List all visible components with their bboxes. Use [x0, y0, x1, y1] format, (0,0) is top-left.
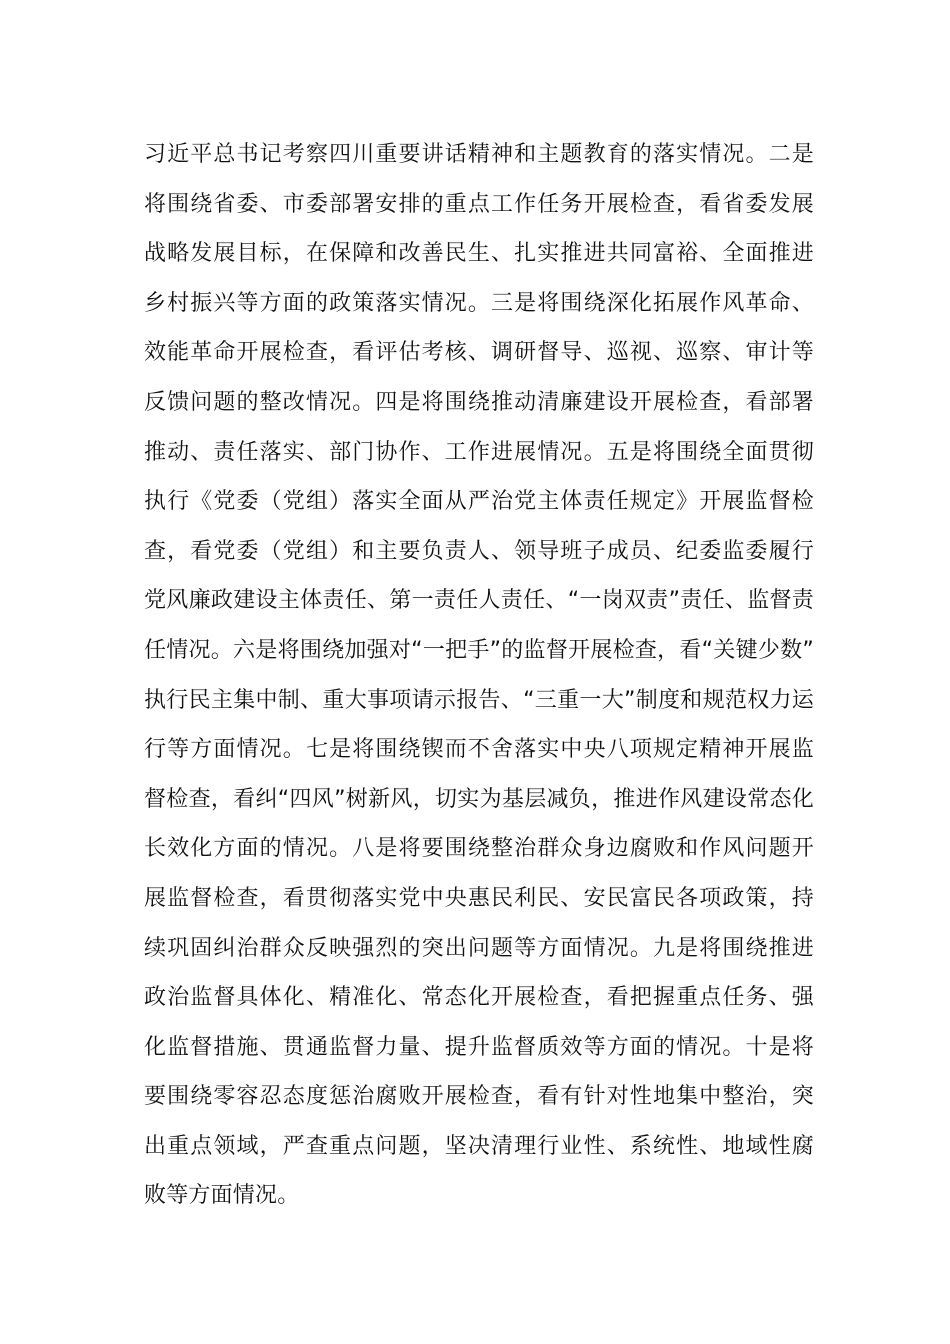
- text-line: 查，看党委（党组）和主要负责人、领导班子成员、纪委监委履行: [144, 538, 814, 564]
- text-line: 出重点领域，严查重点问题，坚决清理行业性、系统性、地域性腐: [144, 1133, 814, 1159]
- text-line: 要围绕零容忍态度惩治腐败开展检查，看有针对性地集中整治，突: [144, 1084, 814, 1110]
- text-line: 任情况。六是将围绕加强对“一把手”的监督开展检查，看“关键少数”: [144, 637, 814, 663]
- text-line: 败等方面情况。: [144, 1183, 300, 1209]
- text-line: 政治监督具体化、精准化、常态化开展检查，看把握重点任务、强: [144, 985, 814, 1011]
- text-line: 战略发展目标，在保障和改善民生、扎实推进共同富裕、全面推进: [144, 241, 814, 267]
- text-line: 督检查，看纠“四风”树新风，切实为基层减负，推进作风建设常态化: [144, 786, 814, 812]
- text-line: 续巩固纠治群众反映强烈的突出问题等方面情况。九是将围绕推进: [144, 935, 814, 961]
- text-line: 执行《党委（党组）落实全面从严治党主体责任规定》开展监督检: [144, 489, 814, 515]
- text-line: 效能革命开展检查，看评估考核、调研督导、巡视、巡察、审计等: [144, 340, 814, 366]
- text-line: 习近平总书记考察四川重要讲话精神和主题教育的落实情况。二是: [144, 142, 814, 167]
- text-line: 反馈问题的整改情况。四是将围绕推动清廉建设开展检查，看部署: [144, 389, 814, 415]
- body-paragraph: [144, 130, 814, 1221]
- text-line: 行等方面情况。七是将围绕锲而不舍落实中央八项规定精神开展监: [144, 737, 814, 763]
- text-line: 展监督检查，看贯彻落实党中央惠民利民、安民富民各项政策，持: [144, 885, 814, 911]
- text-line: 党风廉政建设主体责任、第一责任人责任、“一岗双责”责任、监督责: [144, 588, 814, 614]
- text-line: 化监督措施、贯通监督力量、提升监督质效等方面的情况。十是将: [144, 1034, 814, 1060]
- text-line: 乡村振兴等方面的政策落实情况。三是将围绕深化拓展作风革命、: [144, 290, 814, 316]
- text-line: 长效化方面的情况。八是将要围绕整治群众身边腐败和作风问题开: [144, 836, 814, 862]
- text-line: 推动、责任落实、部门协作、工作进展情况。五是将围绕全面贯彻: [144, 439, 814, 465]
- text-line: 执行民主集中制、重大事项请示报告、“三重一大”制度和规范权力运: [144, 687, 814, 713]
- text-line: 将围绕省委、市委部署安排的重点工作任务开展检查，看省委发展: [144, 191, 814, 217]
